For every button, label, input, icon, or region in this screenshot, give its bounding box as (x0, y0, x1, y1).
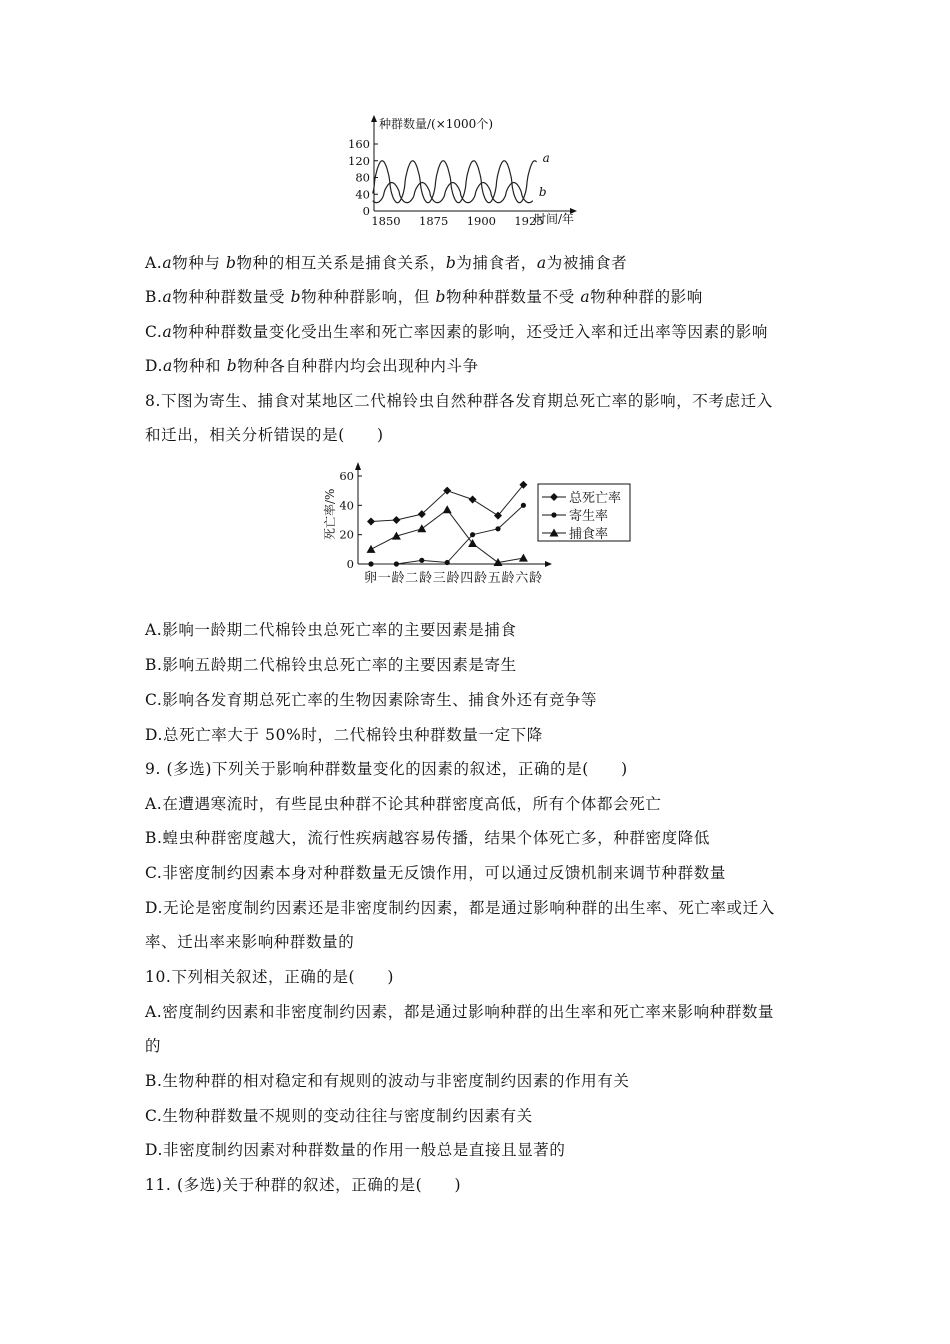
y-tick-label: 160 (348, 137, 370, 151)
y-axis-label: 死亡率/% (323, 488, 337, 540)
text-line: D.总死亡率大于 50%时，二代棉铃虫种群数量一定下降 (145, 726, 543, 744)
diamond-marker (392, 516, 400, 524)
circle-marker (521, 503, 526, 508)
circle-marker (470, 532, 475, 537)
y-tick-label: 80 (355, 170, 370, 185)
circle-marker (495, 526, 500, 531)
series-label-a: a (542, 151, 550, 165)
x-tick-label: 1875 (419, 214, 449, 228)
y-tick-label: 20 (339, 527, 354, 542)
text-line: 9. (多选)下列关于影响种群数量变化的因素的叙述，正确的是( ) (145, 760, 628, 778)
text-line: 和迁出，相关分析错误的是( ) (145, 426, 384, 444)
y-tick-label: 0 (346, 557, 354, 571)
triangle-marker (468, 539, 477, 547)
x-tick-label: 1900 (466, 214, 496, 228)
y-axis-arrow (355, 462, 361, 470)
text-line: B.影响五龄期二代棉铃虫总死亡率的主要因素是寄生 (145, 656, 517, 674)
text-line: 8.下图为寄生、捕食对某地区二代棉铃虫自然种群各发育期总死亡率的影响，不考虑迁入 (145, 392, 773, 410)
legend-label: 总死亡率 (569, 491, 622, 506)
x-tick-label: 1850 (371, 214, 401, 228)
text-line: C.生物种群数量不规则的变动往往与密度制约因素有关 (145, 1107, 533, 1125)
y-tick-label: 60 (339, 469, 354, 483)
legend-label: 捕食率 (569, 527, 609, 542)
text-line: A.在遭遇寒流时，有些昆虫种群不论其种群密度高低，所有个体都会死亡 (145, 795, 662, 813)
text-line: D.a物种和 b物种各自种群内均会出现种内斗争 (145, 357, 479, 375)
text-line: 10.下列相关叙述，正确的是( ) (145, 968, 395, 986)
y-tick-label: 40 (339, 498, 354, 513)
circle-marker (394, 561, 399, 566)
text-line: B.生物种群的相对稳定和有规则的波动与非密度制约因素的作用有关 (145, 1072, 630, 1090)
text-line: A.a物种与 b物种的相互关系是捕食关系，b为捕食者，a为被捕食者 (145, 254, 628, 272)
y-axis-label: 种群数量/(×1000个) (379, 117, 494, 131)
diamond-marker (550, 493, 558, 501)
text-line: 的 (145, 1037, 162, 1055)
text-line: C.影响各发育期总死亡率的生物因素除寄生、捕食外还有竞争等 (145, 691, 598, 709)
y-tick-label: 40 (355, 187, 370, 202)
x-tick-label: 1925 (514, 214, 544, 228)
text-line: D.非密度制约因素对种群数量的作用一般总是直接且显著的 (145, 1141, 566, 1159)
text-line: 11. (多选)关于种群的叙述，正确的是( ) (145, 1176, 462, 1194)
triangle-marker (367, 545, 376, 553)
triangle-marker (519, 554, 528, 562)
text-line: D.无论是密度制约因素还是非密度制约因素，都是通过影响种群的出生率、死亡率或迁入 (145, 899, 775, 917)
y-tick-label: 0 (362, 204, 370, 218)
series-label-b: b (538, 185, 547, 199)
x-axis-arrow (545, 561, 552, 567)
y-tick-label: 120 (348, 153, 370, 168)
diamond-marker (469, 495, 477, 503)
circle-marker (368, 561, 373, 566)
text-line: B.蝗虫种群密度越大，流行性疾病越容易传播，结果个体死亡多，种群密度降低 (145, 829, 710, 847)
x-axis-label: 时间/年 (534, 212, 575, 226)
text-line: 率、迁出率来影响种群数量的 (145, 933, 355, 951)
diamond-marker (367, 517, 375, 525)
series-line-1 (371, 505, 523, 564)
text-line: A.影响一龄期二代棉铃虫总死亡率的主要因素是捕食 (145, 621, 517, 639)
series-line-2 (371, 510, 523, 563)
text-line: C.a物种种群数量变化受出生率和死亡率因素的影响，还受迁入率和迁出率等因素的影响 (145, 323, 768, 341)
circle-marker (551, 512, 556, 517)
x-tick-labels: 卵一龄二龄三龄四龄五龄六龄 (364, 571, 542, 586)
circle-marker (445, 560, 450, 565)
triangle-marker (443, 505, 452, 513)
text-line: B.a物种种群数量受 b物种种群影响，但 b物种种群数量不受 a物种种群的影响 (145, 288, 703, 306)
triangle-marker (417, 524, 426, 532)
legend-label: 寄生率 (569, 509, 609, 524)
text-line: C.非密度制约因素本身对种群数量无反馈作用，可以通过反馈机制来调节种群数量 (145, 864, 726, 882)
circle-marker (419, 558, 424, 563)
text-line: A.密度制约因素和非密度制约因素，都是通过影响种群的出生率和死亡率来影响种群数量 (145, 1003, 775, 1021)
